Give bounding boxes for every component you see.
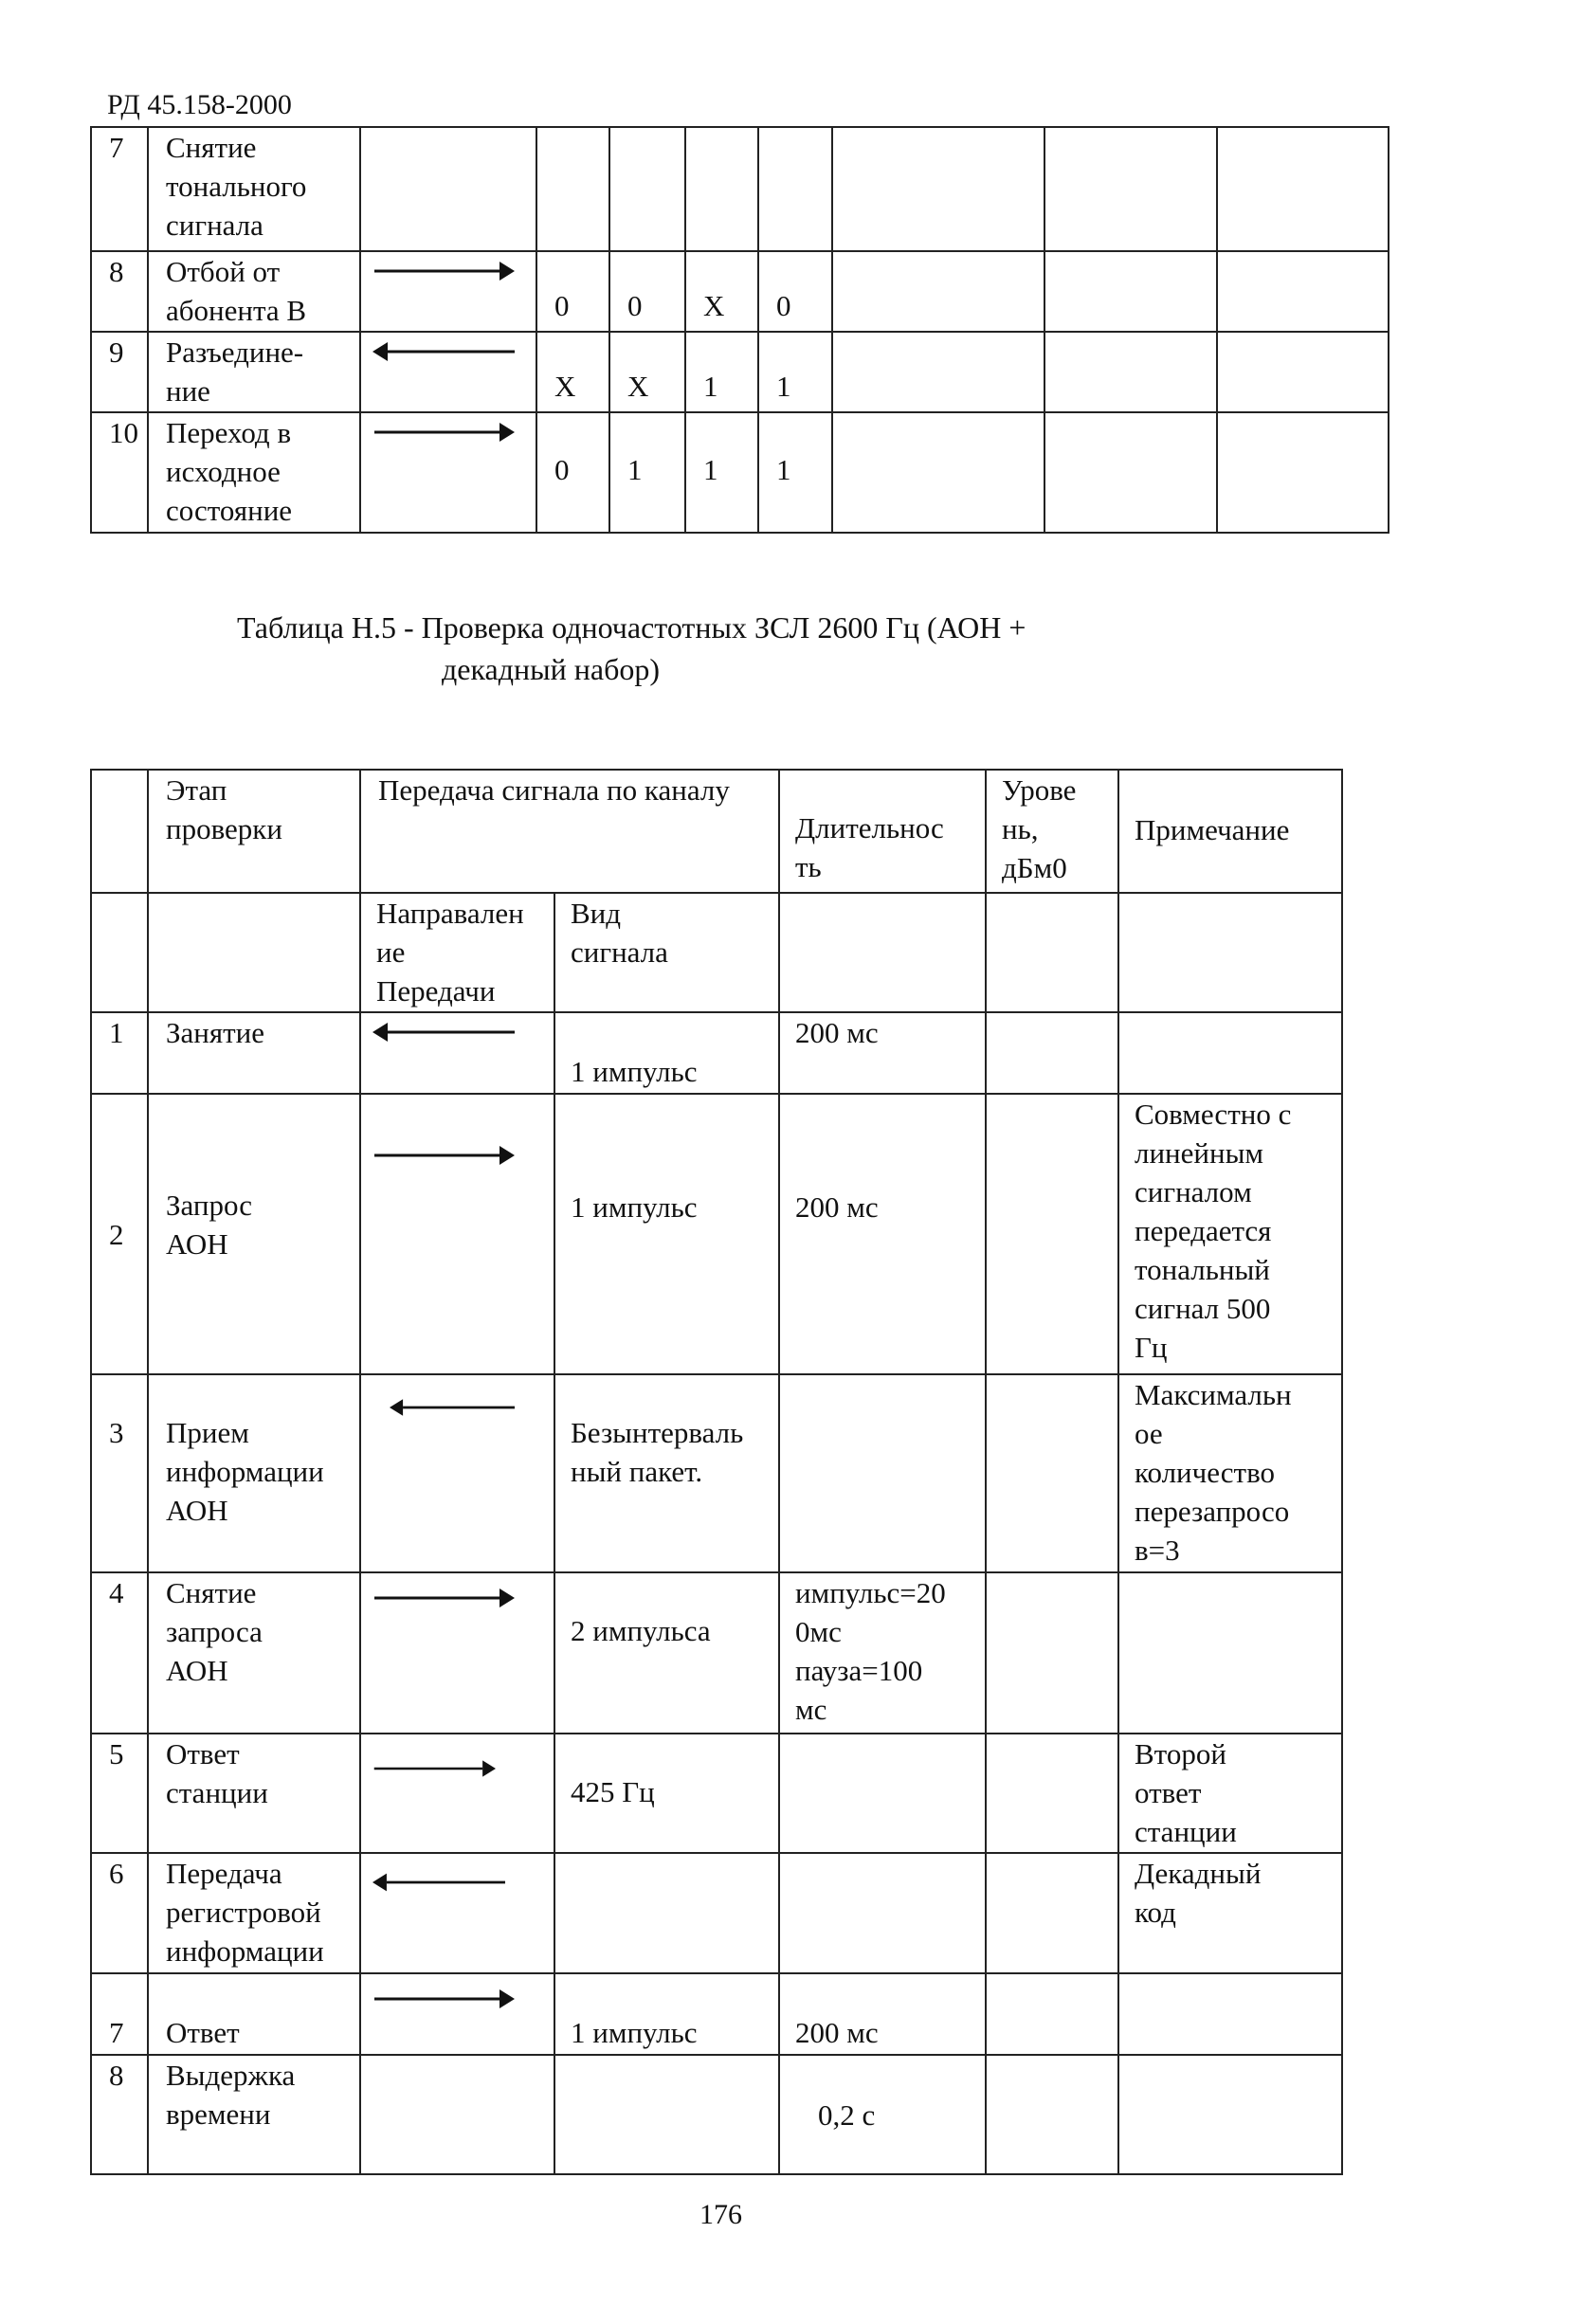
duration-cell: 200 мс <box>779 1973 986 2055</box>
bit-cell: 0 <box>609 251 685 332</box>
direction-cell <box>360 412 536 533</box>
stage-cell: Отбой от абонента В <box>148 251 360 332</box>
header-duration: Длительнос ть <box>779 770 986 893</box>
table-caption <box>237 607 1026 690</box>
header-level: Урове нь, дБм0 <box>986 770 1118 893</box>
arrow-left-icon <box>372 1871 505 1894</box>
row-number: 8 <box>91 2055 148 2174</box>
note-cell: Максимальн ое количество перезапросо в=3 <box>1118 1374 1342 1572</box>
bit-cell: 0 <box>536 251 609 332</box>
page-number: 176 <box>699 2199 742 2230</box>
direction-cell <box>360 1853 554 1973</box>
bit-cell: 1 <box>758 332 832 412</box>
table-row <box>91 1374 1342 1572</box>
row-number: 8 <box>91 251 148 332</box>
bit-cell: 1 <box>609 412 685 533</box>
stage-cell: Ответ станции <box>148 1734 360 1853</box>
table-row <box>91 1734 1342 1853</box>
stage-cell: Выдержка времени <box>148 2055 360 2174</box>
header-signal-type: Вид сигнала <box>554 893 779 1012</box>
direction-cell <box>360 127 536 251</box>
table-row <box>91 251 1389 332</box>
document-code: РД 45.158-2000 <box>107 89 292 120</box>
stage-cell: Разъедине- ние <box>148 332 360 412</box>
direction-cell <box>360 332 536 412</box>
arrow-right-icon <box>372 1757 496 1780</box>
direction-cell <box>360 1374 554 1572</box>
header-row <box>91 893 1342 1012</box>
signal-cell: 1 импульс <box>554 1094 779 1374</box>
caption-line-2: декадный набор) <box>442 652 661 686</box>
arrow-left-icon <box>372 1021 515 1044</box>
direction-cell <box>360 1572 554 1734</box>
header-note: Примечание <box>1118 770 1342 893</box>
duration-cell: 0,2 с <box>779 2055 986 2174</box>
stage-cell: Запрос АОН <box>148 1094 360 1374</box>
table-row <box>91 332 1389 412</box>
header-stage: Этап проверки <box>148 770 360 893</box>
table-row <box>91 127 1389 251</box>
direction-cell <box>360 1012 554 1094</box>
row-number: 3 <box>91 1374 148 1572</box>
row-number: 9 <box>91 332 148 412</box>
duration-cell: импульс=20 0мс пауза=100 мс <box>779 1572 986 1734</box>
signal-cell: 1 импульс <box>554 1012 779 1094</box>
table-row <box>91 412 1389 533</box>
signal-cell: 1 импульс <box>554 1973 779 2055</box>
continuation-table <box>90 126 1389 534</box>
row-number: 6 <box>91 1853 148 1973</box>
arrow-left-icon <box>390 1396 515 1419</box>
direction-cell <box>360 1973 554 2055</box>
bit-cell: 0 <box>536 412 609 533</box>
duration-cell: 200 мс <box>779 1094 986 1374</box>
header-row <box>91 770 1342 893</box>
arrow-right-icon <box>372 1587 515 1609</box>
arrow-right-icon <box>372 1144 515 1167</box>
bit-cell: 1 <box>685 332 758 412</box>
signal-cell: 425 Гц <box>554 1734 779 1853</box>
table-row <box>91 1853 1342 1973</box>
table-row <box>91 2055 1342 2174</box>
arrow-right-icon <box>372 260 515 282</box>
direction-cell <box>360 1734 554 1853</box>
table-row <box>91 1012 1342 1094</box>
row-number: 7 <box>91 1973 148 2055</box>
row-number: 4 <box>91 1572 148 1734</box>
direction-cell <box>360 1094 554 1374</box>
arrow-right-icon <box>372 1988 515 2010</box>
bit-cell: X <box>536 332 609 412</box>
table-row <box>91 1572 1342 1734</box>
signal-cell: 2 импульса <box>554 1572 779 1734</box>
header-transfer: Передача сигнала по каналу <box>360 770 779 893</box>
row-number: 5 <box>91 1734 148 1853</box>
arrow-left-icon <box>372 340 515 363</box>
duration-cell: 200 мс <box>779 1012 986 1094</box>
row-number: 2 <box>91 1094 148 1374</box>
note-cell: Второй ответ станции <box>1118 1734 1342 1853</box>
stage-cell: Снятие запроса АОН <box>148 1572 360 1734</box>
table-row <box>91 1094 1342 1374</box>
bit-cell: 0 <box>758 251 832 332</box>
note-cell: Совместно с линейным сигналом передается тональный сигнал 500 Гц <box>1118 1094 1342 1374</box>
bit-cell: 1 <box>758 412 832 533</box>
note-cell: Декадный код <box>1118 1853 1342 1973</box>
row-number: 7 <box>91 127 148 251</box>
bit-cell: X <box>685 251 758 332</box>
direction-cell <box>360 251 536 332</box>
signal-check-table <box>90 769 1343 2175</box>
stage-cell: Занятие <box>148 1012 360 1094</box>
header-direction: Направален ие Передачи <box>360 893 554 1012</box>
signal-cell: Безынтерваль ный пакет. <box>554 1374 779 1572</box>
bit-cell: X <box>609 332 685 412</box>
table-row <box>91 1973 1342 2055</box>
row-number: 10 <box>91 412 148 533</box>
caption-line-1: Таблица Н.5 - Проверка одночастотных ЗСЛ 2600 Гц (АОН + <box>237 610 1026 645</box>
stage-cell: Снятие тонального сигнала <box>148 127 360 251</box>
stage-cell: Переход в исходное состояние <box>148 412 360 533</box>
arrow-right-icon <box>372 421 515 444</box>
row-number: 1 <box>91 1012 148 1094</box>
stage-cell: Передача регистровой информации <box>148 1853 360 1973</box>
stage-cell: Прием информации АОН <box>148 1374 360 1572</box>
stage-cell: Ответ <box>148 1973 360 2055</box>
bit-cell: 1 <box>685 412 758 533</box>
